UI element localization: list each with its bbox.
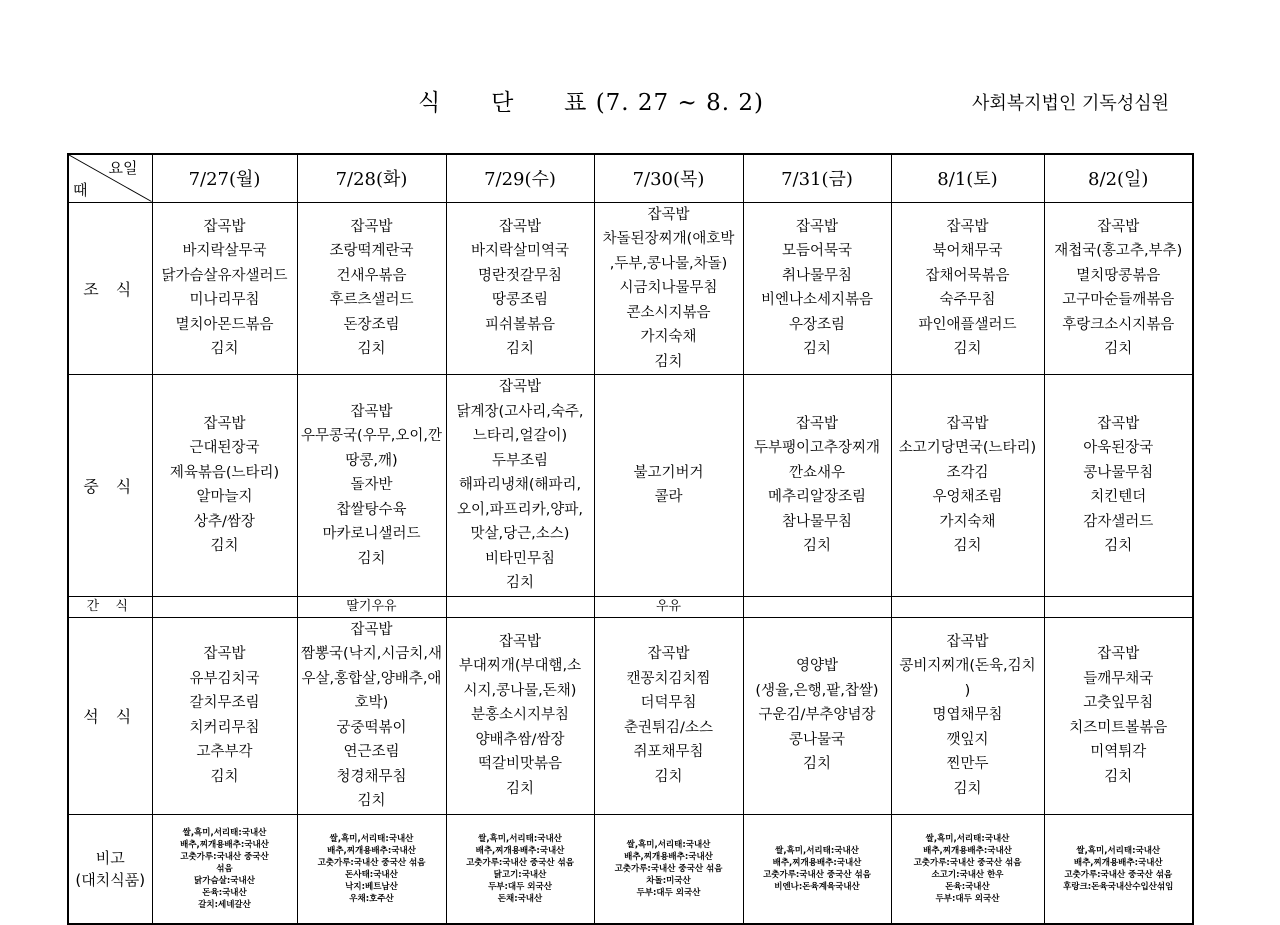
menu-item: 부대찌개(부대햄,소 [458, 658, 582, 675]
menu-item: 시금치나물무침 [619, 280, 718, 296]
menu-item: 김치 [802, 341, 831, 358]
menu-item: 김치 [1104, 341, 1133, 358]
day-header: 7/30(목) [594, 154, 743, 202]
menu-item: 명엽채무침 [932, 707, 1003, 724]
menu-item: 쌀,흑미,서리태:국내산 [626, 839, 711, 850]
menu-item: 소고기:국내산 한우 [931, 869, 1004, 880]
menu-item: 잡곡밥 [498, 379, 542, 395]
menu-item: 시지,콩나물,돈채) [463, 682, 577, 699]
origin-note-cell [152, 814, 297, 924]
menu-item: 불고기버거 [633, 464, 704, 481]
menu-item: 바지락살무국 [182, 243, 267, 260]
snack-cell [1044, 596, 1193, 617]
menu-item: 두부:대두 외국산 [488, 881, 552, 892]
menu-item: 배추,찌개용배추:국내산 [923, 845, 1012, 856]
menu-item: 잡곡밥 [946, 218, 989, 235]
menu-item: 조랑떡계란국 [329, 243, 414, 260]
menu-item: 콩나물무침 [1083, 464, 1154, 481]
menu-item: 잡곡밥 [1097, 415, 1140, 432]
dinner-row [68, 617, 1193, 814]
menu-item: 닭가슴살유자샐러드 [161, 267, 288, 284]
menu-item: 가지숙채 [640, 329, 697, 345]
menu-item: ) [964, 682, 971, 699]
menu-item: 김치 [1104, 768, 1133, 785]
menu-item: 닭가슴살:국내산 [194, 875, 255, 886]
menu-item: 유부김치국 [189, 670, 260, 687]
menu-item: 김치 [505, 780, 534, 797]
menu-item: 고춧잎무침 [1083, 695, 1154, 711]
menu-item: 돈채:국내산 [497, 893, 543, 904]
origin-note-cell [297, 814, 446, 924]
menu-cell [743, 617, 891, 814]
menu-item: (생율,은행,팥,찹쌀) [755, 682, 879, 699]
menu-item: 잡곡밥 [350, 621, 393, 638]
corner-day-label: 요일 [108, 159, 138, 177]
menu-item: 잡곡밥 [795, 415, 839, 432]
menu-item: 콜라 [654, 489, 683, 506]
menu-item: 돈육:국내산 [945, 881, 990, 892]
menu-item: 잡곡밥 [946, 633, 989, 650]
menu-item: 잡곡밥 [1097, 646, 1140, 662]
menu-item: 우무콩국(우무,오이,깐 [301, 428, 442, 444]
menu-item: 쌀,흑미,서리태:국내산 [775, 845, 859, 856]
menu-item: 해파리냉채(해파리, [458, 477, 582, 493]
menu-cell [1044, 202, 1193, 375]
menu-item: 취나물무침 [781, 267, 853, 284]
menu-item: 돈장조림 [343, 316, 400, 333]
menu-item: 김치 [210, 341, 239, 358]
menu-item: 찹쌀탕수육 [336, 501, 407, 518]
notes-row [68, 814, 1193, 924]
menu-item: 메추리알장조림 [767, 489, 867, 506]
menu-item: 배추,찌개용배추:국내산 [1073, 857, 1163, 868]
menu-cell [297, 617, 446, 814]
menu-item: 잡곡밥 [350, 403, 393, 420]
menu-item: 돈육:국내산 [202, 887, 247, 898]
day-header: 7/28(화) [297, 154, 446, 202]
menu-item: 오이,파프리카,양파, [457, 501, 583, 518]
menu-item: 감자샐러드 [1083, 513, 1154, 530]
menu-item: 배추,찌개용배추:국내산 [624, 851, 713, 862]
menu-item: 고추부각 [196, 744, 253, 760]
menu-cell [152, 617, 297, 814]
menu-item: 콘소시지볶음 [626, 304, 711, 321]
day-header: 8/1(토) [891, 154, 1044, 202]
menu-item: 배추,찌개용배추:국내산 [180, 839, 269, 850]
menu-item: 돈사태:국내산 [345, 869, 398, 880]
menu-item: 피쉬볼볶음 [484, 316, 556, 333]
menu-item: 건새우볶음 [336, 267, 407, 284]
menu-item: 닭계장(고사리,숙주, [456, 403, 584, 420]
menu-item: 미역튀각 [1090, 744, 1147, 760]
menu-cell [152, 202, 297, 375]
menu-item: 참나물무침 [781, 513, 853, 530]
menu-item: 잡곡밥 [647, 646, 690, 662]
menu-item: 땅콩,깨) [345, 452, 398, 469]
menu-item: 멸치땅콩볶음 [1076, 267, 1161, 284]
page-title: 식 단 표 (7. 27 ~ 8. 2) [418, 90, 764, 116]
menu-item: 차돌된장찌개(애호박 [602, 231, 735, 247]
snack-cell [891, 596, 1044, 617]
menu-item: 두부:대두 외국산 [935, 893, 1000, 904]
row-label-notes [68, 814, 152, 924]
menu-item: 고춧가루:국내산 중국산 섞음 [1064, 869, 1173, 880]
origin-note-cell [1044, 814, 1193, 924]
menu-item: 상추/쌈장 [194, 513, 255, 530]
snack-cell [152, 596, 297, 617]
menu-item: 배추,찌개용배추:국내산 [772, 857, 862, 868]
menu-cell [594, 375, 743, 597]
menu-item: 치즈미트볼볶음 [1069, 719, 1168, 736]
menu-item: 쌀,흑미,서리태:국내산 [478, 833, 562, 844]
menu-item: 치커리무침 [189, 719, 260, 736]
menu-item: 모듬어묵국 [781, 243, 853, 260]
menu-item: 명란젓갈무침 [477, 267, 563, 284]
menu-item: 고구마순들깨볶음 [1062, 292, 1175, 309]
menu-item: 찐만두 [946, 756, 989, 773]
day-header: 7/31(금) [743, 154, 891, 202]
meal-table [67, 153, 1194, 925]
menu-item: 파인애플샐러드 [918, 316, 1017, 333]
menu-item: 잡곡밥 [647, 206, 690, 223]
menu-item: 두부팽이고추장찌개 [753, 440, 881, 457]
menu-item: 김치 [654, 353, 683, 370]
snack-cell [743, 596, 891, 617]
menu-item: 미나리무침 [189, 292, 260, 309]
menu-item: 김치 [357, 341, 386, 358]
menu-item: 차돌:미국산 [646, 875, 691, 886]
menu-item: 떡갈비맛볶음 [477, 756, 563, 773]
menu-item: 청경채무침 [336, 768, 407, 785]
row-label-lunch: 중 식 [68, 375, 152, 597]
corner-cell [68, 154, 152, 202]
row-label-dinner: 석 식 [68, 617, 152, 814]
menu-item: 김치 [357, 793, 386, 809]
menu-cell [297, 202, 446, 375]
menu-cell [891, 617, 1044, 814]
menu-item: 갈치무조림 [189, 695, 260, 711]
corner-meal-label: 때 [73, 180, 88, 199]
breakfast-row [68, 202, 1193, 375]
menu-cell [743, 202, 891, 375]
menu-item: 재첩국(홍고추,부추) [1054, 243, 1183, 260]
menu-item: 쌀,흑미,서리태:국내산 [182, 827, 267, 838]
menu-item: 고춧가루:국내산 중국산 섞음 [763, 869, 871, 880]
menu-item: 잡곡밥 [498, 633, 542, 650]
menu-item: 잡곡밥 [498, 218, 542, 235]
menu-item: 잡곡밥 [203, 415, 246, 432]
menu-item: 우장조림 [788, 316, 846, 333]
menu-item: 궁중떡볶이 [336, 719, 407, 736]
snack-row [68, 596, 1193, 617]
menu-item: 김치 [210, 538, 239, 555]
snack-cell [446, 596, 594, 617]
origin-note-cell [594, 814, 743, 924]
menu-cell [891, 202, 1044, 375]
menu-item: 후르츠샐러드 [329, 292, 414, 309]
menu-item: 근대된장국 [189, 440, 260, 457]
origin-note-cell [891, 814, 1044, 924]
menu-item: 콩나물국 [788, 731, 846, 748]
menu-item: 고춧가루:국내산 중국산 섞음 [913, 857, 1022, 868]
menu-item: 영양밥 [795, 658, 839, 675]
menu-item: 갈치:세네갈산 [198, 899, 251, 910]
menu-item: 두부조림 [491, 452, 549, 469]
notes-label-line1: 비고 [95, 848, 125, 867]
menu-item: 비엔나:돈육계육국내산 [774, 881, 860, 892]
menu-item: 김치 [953, 538, 982, 555]
menu-item: 두부:대두 외국산 [636, 887, 701, 898]
menu-item: 느타리,얼갈이) [472, 428, 568, 444]
menu-cell [1044, 375, 1193, 597]
menu-item: 김치 [505, 575, 534, 591]
header-row [68, 154, 1193, 202]
menu-item: 양배추쌈/쌈장 [475, 731, 565, 748]
menu-item: 땅콩조림 [491, 292, 549, 309]
menu-cell [446, 202, 594, 375]
menu-item: 깻잎지 [946, 731, 989, 748]
menu-item: 제육볶음(느타리) [169, 464, 280, 481]
menu-item: 맛살,당근,소스) [470, 526, 570, 542]
row-label-snack: 간 식 [68, 596, 152, 617]
menu-item: 닭고기:국내산 [493, 869, 547, 880]
menu-item: 쥐포채무침 [633, 744, 704, 760]
origin-note-cell [446, 814, 594, 924]
menu-item: 쌀,흑미,서리태:국내산 [1076, 845, 1161, 856]
organization-name: 사회복지법인 기독성심원 [972, 93, 1169, 114]
menu-cell [297, 375, 446, 597]
menu-item: 배추,찌개용배추:국내산 [475, 845, 565, 856]
lunch-row [68, 375, 1193, 597]
menu-cell [594, 617, 743, 814]
menu-item: 들깨무채국 [1083, 670, 1154, 687]
menu-item: 김치 [953, 780, 982, 797]
menu-item: 숙주무침 [939, 292, 996, 309]
menu-cell [1044, 617, 1193, 814]
snack-cell: 우유 [594, 596, 743, 617]
menu-item: 잡곡밥 [203, 646, 246, 662]
origin-note-cell [743, 814, 891, 924]
menu-item: 김치 [802, 538, 831, 555]
menu-item: 잡곡밥 [946, 415, 989, 432]
menu-item: 김치 [654, 768, 683, 785]
menu-item: 후랑크소시지볶음 [1062, 316, 1175, 333]
menu-item: 김치 [210, 768, 239, 785]
menu-item: 잡곡밥 [1097, 218, 1140, 235]
menu-item: 구운김/부추양념장 [758, 707, 876, 724]
menu-item: 고춧가루:국내산 중국산 [180, 851, 269, 862]
menu-item: 춘권튀김/소스 [624, 719, 713, 736]
menu-item: 더덕무침 [640, 695, 697, 711]
row-label-breakfast: 조 식 [68, 202, 152, 375]
menu-item: 마카로니샐러드 [322, 526, 421, 542]
menu-item: 배추,찌개용배추:국내산 [327, 845, 416, 856]
menu-item: 분홍소시지부침 [470, 707, 570, 724]
menu-item: 소고기당면국(느타리) [898, 440, 1037, 457]
menu-item: 우엉채조림 [932, 489, 1003, 506]
menu-item: 김치 [357, 550, 386, 567]
menu-item: 돌자반 [350, 477, 393, 493]
menu-item: 아욱된장국 [1083, 440, 1154, 457]
menu-item: 잡채어묵볶음 [925, 267, 1010, 284]
menu-item: 우살,홍합살,양배추,애 [301, 670, 442, 687]
menu-item: 잡곡밥 [350, 218, 393, 235]
menu-item: 콩비지찌개(돈육,김치 [899, 658, 1036, 675]
day-header: 7/29(수) [446, 154, 594, 202]
menu-item: 쌀,흑미,서리태:국내산 [329, 833, 414, 844]
menu-cell [446, 375, 594, 597]
menu-item: 조각김 [946, 464, 989, 481]
menu-item: 낙지:베트남산 [345, 881, 398, 892]
menu-item: 짬뽕국(낙지,시금치,새 [301, 646, 442, 662]
menu-item: 김치 [953, 341, 982, 358]
menu-item: 알마늘지 [196, 489, 253, 506]
menu-cell [152, 375, 297, 597]
menu-item: ,두부,콩나물,차돌) [609, 255, 728, 272]
menu-item: 잡곡밥 [795, 218, 839, 235]
menu-cell [743, 375, 891, 597]
menu-item: 멸치아몬드볶음 [175, 316, 274, 333]
menu-item: 김치 [1104, 538, 1133, 555]
menu-item: 치킨텐더 [1090, 489, 1147, 506]
menu-cell [891, 375, 1044, 597]
menu-item: 우채:호주산 [349, 893, 394, 904]
menu-item: 깐쇼새우 [788, 464, 846, 481]
menu-item: 바지락살미역국 [470, 243, 570, 260]
menu-item: 쌀,흑미,서리태:국내산 [925, 833, 1010, 844]
menu-item: 캔꽁치김치찜 [626, 670, 711, 687]
menu-item: 섞음 [216, 863, 233, 874]
menu-cell [594, 202, 743, 375]
menu-item: 고춧가루:국내산 중국산 섞음 [317, 857, 426, 868]
menu-item: 고춧가루:국내산 중국산 섞음 [614, 863, 723, 874]
day-header: 7/27(월) [152, 154, 297, 202]
menu-item: 고춧가루:국내산 중국산 섞음 [466, 857, 574, 868]
menu-item: 가지숙채 [939, 513, 996, 530]
snack-cell: 딸기우유 [297, 596, 446, 617]
menu-item: 후랑크:돈육국내산수입산섞임 [1063, 881, 1174, 892]
menu-item: 잡곡밥 [203, 218, 246, 235]
notes-label-line2: (대치식품) [75, 870, 146, 889]
menu-item: 김치 [802, 756, 831, 773]
menu-item: 연근조림 [343, 744, 400, 760]
menu-cell [446, 617, 594, 814]
day-header: 8/2(일) [1044, 154, 1193, 202]
menu-item: 비타민무침 [484, 550, 556, 567]
menu-item: 비엔나소세지볶음 [760, 292, 874, 309]
menu-item: 김치 [505, 341, 534, 358]
menu-item: 호박) [354, 695, 389, 711]
menu-item: 북어채무국 [932, 243, 1003, 260]
